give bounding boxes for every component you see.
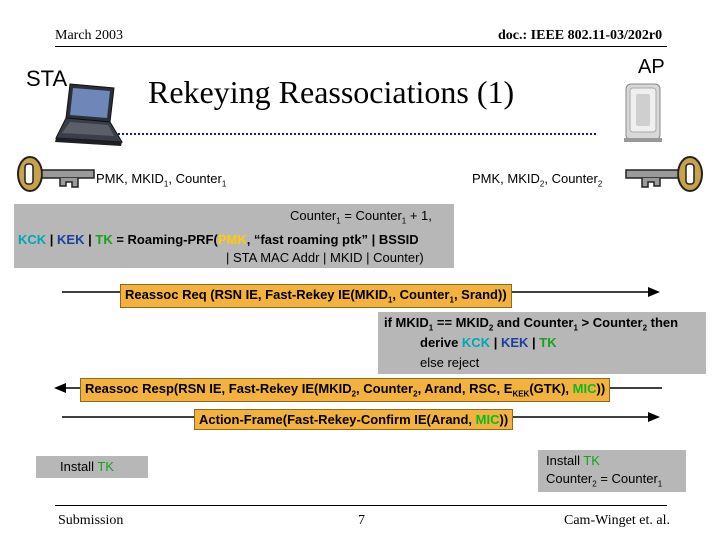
sta-key-material: PMK, $MKID_1$, Counter$_1$ xyxy=(96,171,227,189)
ap-install-box xyxy=(538,450,686,492)
reassoc-resp-label: Reassoc Resp(RSN IE, Fast-Rekey $IE(MKID_2$, Counter$_2$, Arand, RSC, $E_{KEK}(GTK)$, MIC)) xyxy=(80,378,610,402)
slide-title: Rekeying Reassociations (1) xyxy=(148,74,515,110)
reassoc-req-label: Reassoc Req (RSN IE, Fast-Rekey $IE(MKID_1$, Counter$_1$, Srand)) xyxy=(120,284,512,308)
sta-install-text: Install TK xyxy=(60,459,114,474)
ap-check-condition: if $MKID_1$ == $MKID_2$ and Counter$_1$ > Counter$_2$ then xyxy=(384,315,679,333)
footer-divider xyxy=(55,505,667,506)
footer-page-number: 7 xyxy=(358,513,365,528)
header-divider xyxy=(55,46,667,47)
header-date: March 2003 xyxy=(55,28,124,43)
footer-authors: Cam-Winget et. al. xyxy=(564,513,670,528)
prf-derivation-line-cont: | STA MAC Addr | MKID | Counter) xyxy=(226,250,424,265)
counter-increment-line: Counter$_1$ = Counter$_1$ + 1, xyxy=(290,208,432,226)
laptop-icon xyxy=(52,82,124,152)
ap-check-derive: derive KCK | KEK | TK xyxy=(420,335,557,350)
ap-label: AP xyxy=(638,56,665,78)
ap-install-tk: Install TK xyxy=(546,453,600,468)
action-frame-label: Action-Frame(Fast-Rekey-Confirm IE(Arand, MIC)) xyxy=(194,409,513,430)
ap-key-icon xyxy=(622,154,704,194)
prf-derivation-line: KCK | KEK | TK = Roaming-PRF(PMK, “fast roaming ptk” | BSSID xyxy=(18,232,419,247)
header-doc-id: doc.: IEEE 802.11-03/202r0 xyxy=(498,28,663,43)
sta-key-derivation-box xyxy=(14,204,454,268)
footer-submission: Submission xyxy=(58,513,124,528)
ap-check-box xyxy=(378,312,706,374)
sta-label: STA xyxy=(26,66,68,91)
access-point-icon xyxy=(620,82,666,144)
ap-check-reject: else reject xyxy=(420,355,480,370)
sta-install-box xyxy=(36,456,148,478)
sta-key-icon xyxy=(16,154,98,194)
title-dotted-rule xyxy=(118,133,596,135)
ap-install-counter: Counter$_2$ = Counter$_1$ xyxy=(546,471,663,489)
ap-key-material: PMK, $MKID_2$, Counter$_2$ xyxy=(472,171,603,189)
